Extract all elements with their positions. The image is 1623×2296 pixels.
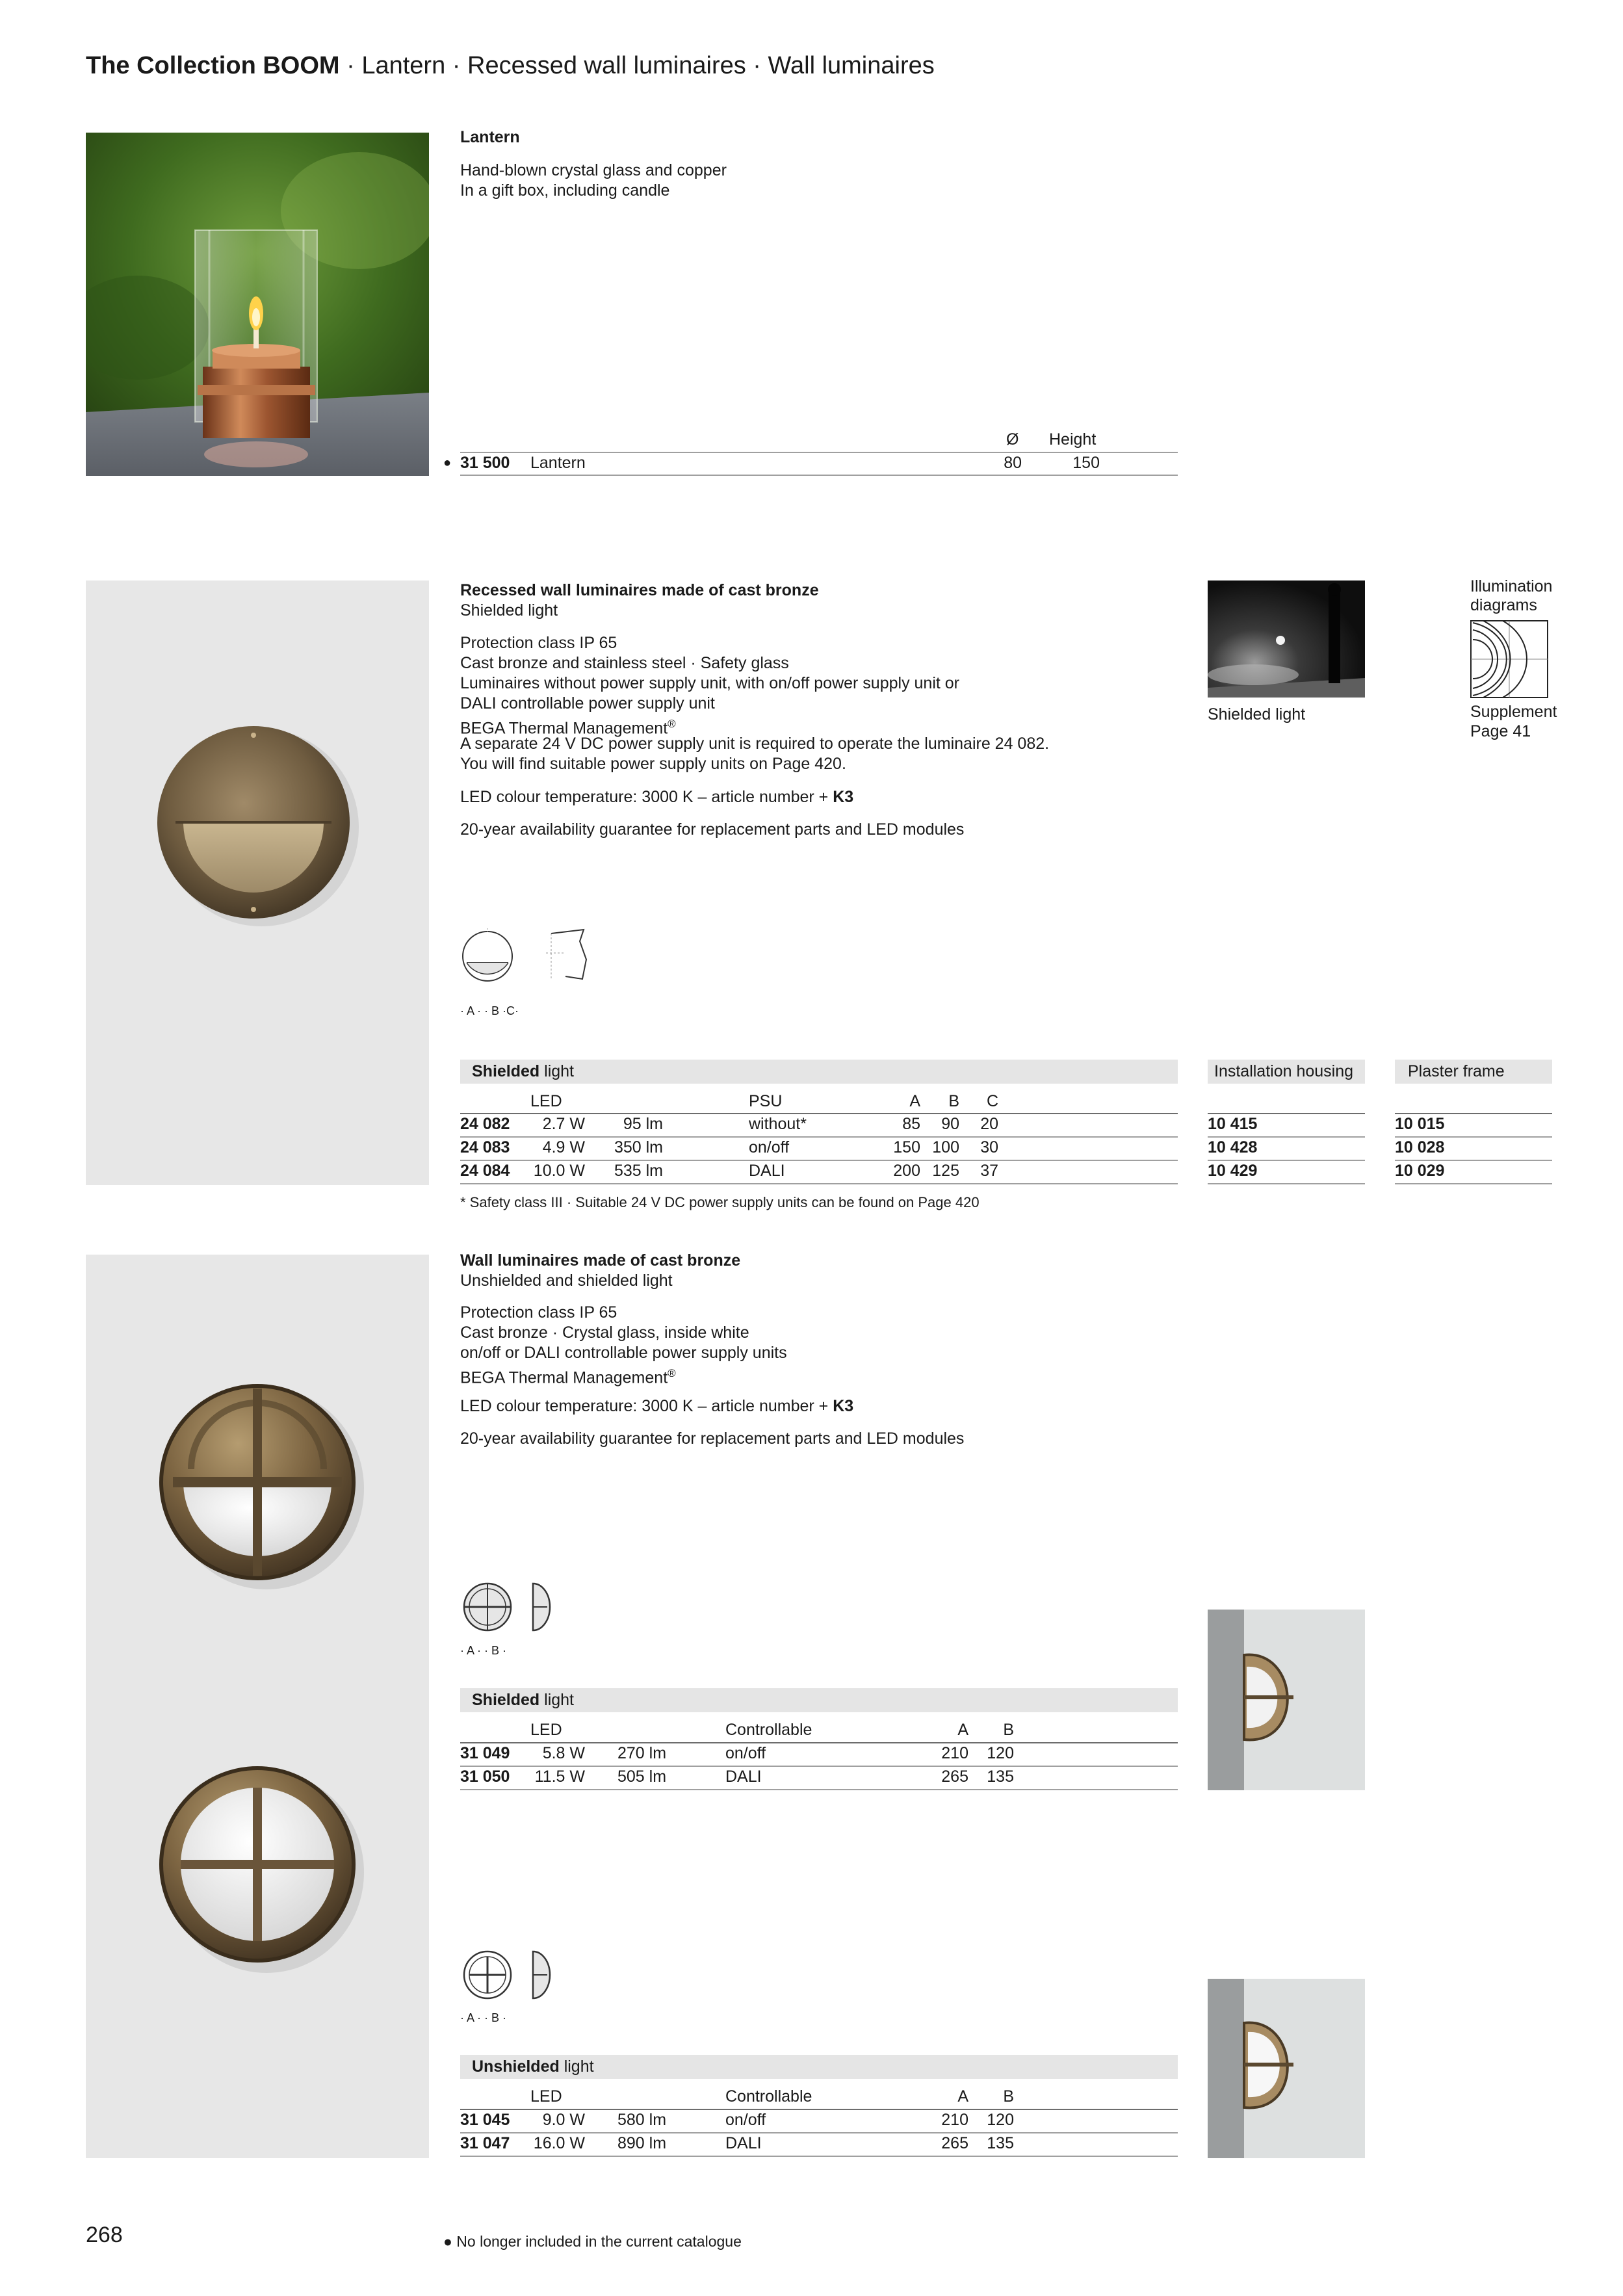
col-led: LED bbox=[530, 1092, 562, 1110]
recessed-line-1: Protection class IP 65 bbox=[460, 634, 617, 652]
table-cell-controllable: DALI bbox=[725, 2134, 762, 2152]
shielded-light-thumbnail bbox=[1208, 581, 1365, 698]
table-cell-lumen: 535 lm bbox=[614, 1162, 663, 1180]
lantern-name: Lantern bbox=[530, 454, 586, 472]
table-cell-psu: on/off bbox=[749, 1138, 790, 1156]
table-cell-watt: 4.9 W bbox=[542, 1138, 585, 1156]
table-cell-plaster: 10 029 bbox=[1395, 1162, 1445, 1180]
col-b: B bbox=[948, 1092, 959, 1110]
wall-temperature: LED colour temperature: 3000 K – article number + K3 bbox=[460, 1397, 854, 1415]
lantern-desc-2: In a gift box, including candle bbox=[460, 181, 670, 200]
table-row-article: 24 084 bbox=[460, 1162, 510, 1180]
unshielded-table-header: Unshielded light bbox=[460, 2055, 1178, 2079]
page-title: The Collection BOOM · Lantern · Recessed wall luminaires · Wall luminaires bbox=[86, 52, 935, 79]
table-cell-b: 135 bbox=[987, 2134, 1014, 2152]
table-row-article: 24 082 bbox=[460, 1115, 510, 1133]
table-cell-c: 20 bbox=[980, 1115, 998, 1133]
unshielded-dimension-drawing bbox=[460, 1949, 564, 2001]
wall-title: Wall luminaires made of cast bronze bbox=[460, 1251, 741, 1270]
recessed-line-3: Luminaires without power supply unit, with on/off power supply unit or bbox=[460, 674, 960, 692]
table-cell-a: 265 bbox=[941, 1768, 968, 1786]
table-cell-watt: 2.7 W bbox=[542, 1115, 585, 1133]
table-cell-plaster: 10 028 bbox=[1395, 1138, 1445, 1156]
col-a: A bbox=[957, 2087, 968, 2106]
wall-line-3: on/off or DALI controllable power supply units bbox=[460, 1344, 787, 1362]
col-height: Height bbox=[1049, 430, 1097, 449]
table-cell-controllable: on/off bbox=[725, 2111, 766, 2129]
table-cell-controllable: on/off bbox=[725, 1744, 766, 1762]
table-row-article: 31 049 bbox=[460, 1744, 510, 1762]
table-cell-watt: 10.0 W bbox=[533, 1162, 585, 1180]
lantern-photo bbox=[86, 133, 429, 476]
table-cell-b: 120 bbox=[987, 1744, 1014, 1762]
wall-subtitle: Unshielded and shielded light bbox=[460, 1272, 673, 1290]
lantern-title: Lantern bbox=[460, 128, 520, 146]
table-cell-a: 210 bbox=[941, 1744, 968, 1762]
col-diameter: Ø bbox=[1006, 430, 1019, 449]
table-row-article: 24 083 bbox=[460, 1138, 510, 1156]
col-a: A bbox=[909, 1092, 920, 1110]
table-cell-watt: 5.8 W bbox=[542, 1744, 585, 1762]
table-cell-plaster: 10 015 bbox=[1395, 1115, 1445, 1133]
lantern-article: 31 500 bbox=[460, 454, 510, 472]
table-cell-a: 200 bbox=[893, 1162, 920, 1180]
col-psu: PSU bbox=[749, 1092, 783, 1110]
table-cell-a: 265 bbox=[941, 2134, 968, 2152]
supplement-page: Page 41 bbox=[1470, 722, 1531, 740]
recessed-psu-1: A separate 24 V DC power supply unit is required to operate the luminaire 24 082. bbox=[460, 735, 1050, 753]
table-cell-c: 37 bbox=[980, 1162, 998, 1180]
table-row-article: 31 045 bbox=[460, 2111, 510, 2129]
table-cell-lumen: 350 lm bbox=[614, 1138, 663, 1156]
table-cell-lumen: 580 lm bbox=[617, 2111, 667, 2129]
recessed-table-header: Shielded light bbox=[460, 1060, 1178, 1084]
table-cell-a: 85 bbox=[902, 1115, 920, 1133]
table-cell-b: 90 bbox=[941, 1115, 959, 1133]
recessed-subtitle: Shielded light bbox=[460, 601, 558, 620]
shielded-dim-labels: · A · · B · bbox=[460, 1644, 507, 1657]
recessed-guarantee: 20-year availability guarantee for replacement parts and LED modules bbox=[460, 820, 965, 839]
table-cell-b: 135 bbox=[987, 1768, 1014, 1786]
recessed-temperature: LED colour temperature: 3000 K – article number + K3 bbox=[460, 788, 854, 806]
col-c: C bbox=[986, 1092, 998, 1110]
table-row-article: 31 047 bbox=[460, 2134, 510, 2152]
col-b: B bbox=[1003, 2087, 1014, 2106]
table-cell-install: 10 429 bbox=[1208, 1162, 1258, 1180]
table-cell-b: 100 bbox=[932, 1138, 959, 1156]
table-cell-lumen: 270 lm bbox=[617, 1744, 667, 1762]
col-controllable: Controllable bbox=[725, 2087, 812, 2106]
recessed-dimension-drawing bbox=[460, 927, 590, 985]
col-controllable: Controllable bbox=[725, 1721, 812, 1739]
table-cell-lumen: 890 lm bbox=[617, 2134, 667, 2152]
illumination-diagram-icon bbox=[1470, 620, 1548, 698]
shielded-dimension-drawing bbox=[460, 1581, 564, 1633]
recessed-title: Recessed wall luminaires made of cast bronze bbox=[460, 581, 819, 599]
page-number: 268 bbox=[86, 2223, 123, 2247]
table-cell-install: 10 428 bbox=[1208, 1138, 1258, 1156]
table-cell-watt: 16.0 W bbox=[533, 2134, 585, 2152]
plaster-frame-header: Plaster frame bbox=[1395, 1060, 1552, 1084]
installation-housing-header: Installation housing bbox=[1208, 1060, 1365, 1084]
shielded-table-header: Shielded light bbox=[460, 1688, 1178, 1712]
table-cell-psu: DALI bbox=[749, 1162, 785, 1180]
table-cell-b: 120 bbox=[987, 2111, 1014, 2129]
table-row-article: 31 050 bbox=[460, 1768, 510, 1786]
table-cell-a: 150 bbox=[893, 1138, 920, 1156]
wall-luminaires-photo bbox=[86, 1255, 429, 2158]
table-cell-controllable: DALI bbox=[725, 1768, 762, 1786]
illumination-label-1: Illumination bbox=[1470, 577, 1553, 595]
lantern-desc-1: Hand-blown crystal glass and copper bbox=[460, 161, 727, 179]
recessed-footnote: * Safety class III · Suitable 24 V DC power supply units can be found on Page 420 bbox=[460, 1194, 980, 1210]
unshielded-dim-labels: · A · · B · bbox=[460, 2011, 507, 2024]
recessed-line-5: BEGA Thermal Management® bbox=[460, 718, 676, 738]
supplement-label: Supplement bbox=[1470, 703, 1557, 721]
wall-line-4: BEGA Thermal Management® bbox=[460, 1367, 676, 1387]
table-cell-b: 125 bbox=[932, 1162, 959, 1180]
table-cell-watt: 11.5 W bbox=[534, 1768, 585, 1786]
table-cell-c: 30 bbox=[980, 1138, 998, 1156]
lantern-dia: 80 bbox=[1004, 454, 1022, 472]
footer-note: ● No longer included in the current catalogue bbox=[443, 2233, 742, 2250]
table-cell-a: 210 bbox=[941, 2111, 968, 2129]
unshielded-side-view-thumbnail bbox=[1208, 1979, 1365, 2158]
recessed-dim-labels: · A · · B ·C· bbox=[460, 1004, 519, 1017]
recessed-line-4: DALI controllable power supply unit bbox=[460, 694, 715, 712]
table-cell-install: 10 415 bbox=[1208, 1115, 1258, 1133]
col-led: LED bbox=[530, 2087, 562, 2106]
col-b: B bbox=[1003, 1721, 1014, 1739]
table-cell-psu: without* bbox=[749, 1115, 807, 1133]
table-cell-lumen: 95 lm bbox=[623, 1115, 663, 1133]
shielded-side-view-thumbnail bbox=[1208, 1610, 1365, 1790]
lantern-height: 150 bbox=[1072, 454, 1100, 472]
recessed-line-2: Cast bronze and stainless steel · Safety glass bbox=[460, 654, 789, 672]
recessed-psu-2: You will find suitable power supply units on Page 420. bbox=[460, 755, 846, 773]
thumbnail-caption: Shielded light bbox=[1208, 705, 1306, 724]
discontinued-bullet: ● bbox=[443, 456, 452, 470]
table-cell-watt: 9.0 W bbox=[542, 2111, 585, 2129]
col-led: LED bbox=[530, 1721, 562, 1739]
wall-guarantee: 20-year availability guarantee for replacement parts and LED modules bbox=[460, 1429, 965, 1448]
wall-line-1: Protection class IP 65 bbox=[460, 1303, 617, 1322]
recessed-photo bbox=[86, 581, 429, 1185]
col-a: A bbox=[957, 1721, 968, 1739]
table-cell-lumen: 505 lm bbox=[617, 1768, 667, 1786]
illumination-label-2: diagrams bbox=[1470, 596, 1537, 614]
wall-line-2: Cast bronze · Crystal glass, inside white bbox=[460, 1324, 749, 1342]
